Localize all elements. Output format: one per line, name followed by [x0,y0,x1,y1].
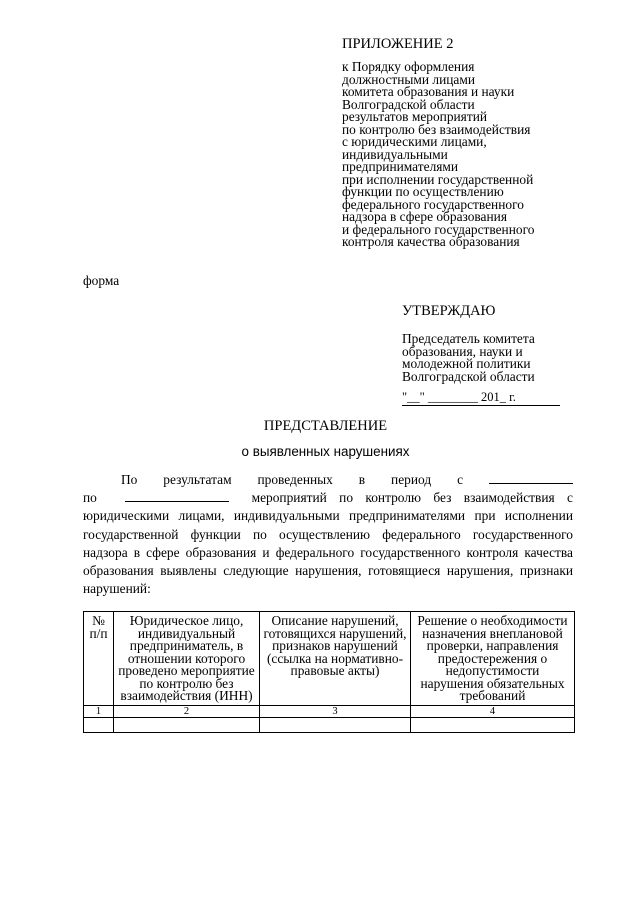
appendix-line: функции по осуществлению [342,184,504,199]
approval-line: Председатель комитета [402,331,535,346]
appendix-block [342,36,582,249]
approval-line: Волгоградской области [402,368,535,384]
appendix-line: должностными лицами [342,71,476,87]
intro-line [83,471,573,489]
header-cell-decision: Решение о необходимости назначения внеплановой проверки, направления предостережения о недопустимости нарушения обязательных требований [411,612,575,706]
approval-title: УТВЕРЖДАЮ [402,303,496,319]
period-end-blank[interactable] [125,491,229,502]
approval-block [402,303,577,406]
appendix-line: при исполнении государственной [342,171,534,187]
table-row [84,717,575,732]
table-cell[interactable] [260,717,411,732]
appendix-line: индивидуальными [342,146,448,162]
header-cell-description: Описание нарушений, готовящихся нарушений, признаков нарушений (ссылка на нормативно-правовые акты) [260,612,411,706]
appendix-line: надзора в сфере образования [342,209,507,224]
violations-table [83,611,575,733]
column-number: 3 [260,705,411,717]
table-header-row [84,612,575,706]
body-text-main: мероприятий по контролю без взаимодействия с юридическими лицами, индивидуальными предпринимателями при исполнении государственной функции по осуществлению федерального государственного надзора в сфере образования и федерального государственного контроля качества образования выявлены следующие нарушения, готовящиеся нарушения, признаки нарушений: [83,490,573,597]
appendix-line: и федерального государственного [342,221,535,237]
appendix-line: федерального государственного [342,196,524,212]
appendix-line: по контролю без взаимодействия [342,121,531,137]
appendix-line: комитета образования и науки [342,84,515,99]
appendix-line: предпринимателями [342,159,459,174]
appendix-title: ПРИЛОЖЕНИЕ 2 [342,36,454,52]
appendix-line: результатов мероприятий [342,109,488,124]
document-title: ПРЕДСТАВЛЕНИЕ [263,418,388,434]
appendix-line: Волгоградской области [342,96,475,112]
header-cell-number: № п/п [84,612,114,706]
appendix-line: контроля качества образования [342,234,520,249]
column-number: 2 [114,705,260,717]
appendix-line: с юридическими лицами, [342,134,487,149]
body-text [83,489,573,598]
column-number: 4 [411,705,575,717]
table-number-row [84,705,575,717]
approval-date: "__" ________ 201_ г. [402,391,560,406]
intro-text-2: по [83,490,97,506]
form-label: форма [83,273,120,288]
approval-line: молодежной политики [402,356,531,371]
period-start-blank[interactable] [489,473,573,484]
approval-line: образования, науки и [402,343,523,359]
intro-text-1: По результатам проведенных в период с [121,472,464,487]
header-cell-entity: Юридическое лицо, индивидуальный предприниматель, в отношении которого проведено мероприятие по контролю без взаимодействия (ИНН) [114,612,260,706]
appendix-line: к Порядку оформления [342,59,475,74]
table-cell[interactable] [114,717,260,732]
table-cell[interactable] [411,717,575,732]
document-subtitle: о выявленных нарушениях [241,444,410,459]
table-cell[interactable] [84,717,114,732]
column-number: 1 [84,705,114,717]
body-paragraph [83,471,573,598]
